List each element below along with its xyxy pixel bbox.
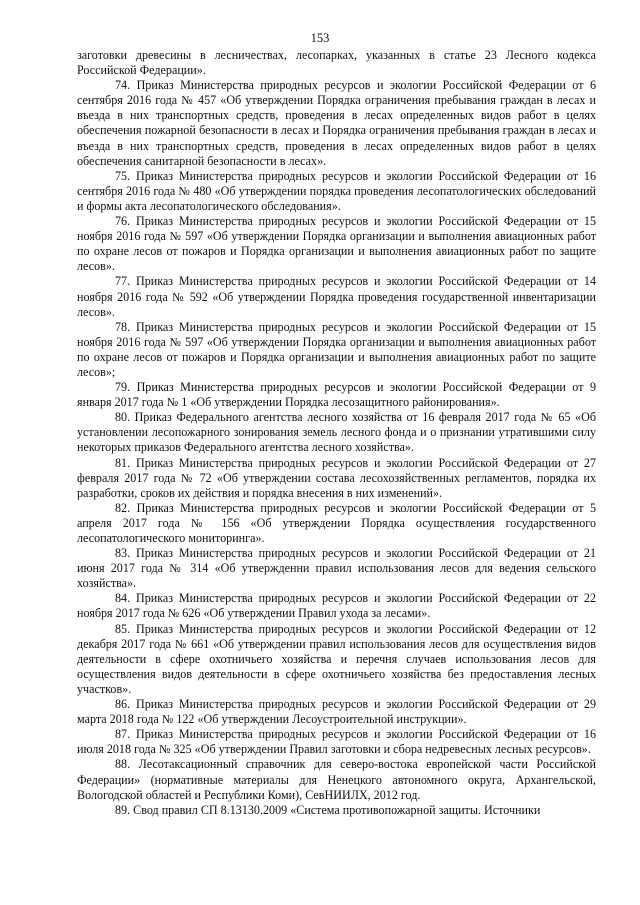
paragraph-continuation: заготовки древесины в лесничествах, лесопарках, указанных в статье 23 Лесного кодекса Российской Федерации». xyxy=(77,48,596,78)
paragraph-item-78: 78. Приказ Министерства природных ресурсов и экологии Российской Федерации от 15 ноября 2016 года № 597 «Об утверждении Порядка организации и выполнения авиационных работ по охране лесов от пожаров и Порядка организации и выполнения авиационных работ по защите лесов»; xyxy=(77,319,596,379)
paragraph-item-80: 80. Приказ Федерального агентства лесного хозяйства от 16 февраля 2017 года № 65 «Об установлении лесопожарного зонирования земель лесного фонда и о признании утратившими силу некоторых приказов Федерального агентства лесного хозяйства». xyxy=(77,410,596,455)
paragraph-item-82: 82. Приказ Министерства природных ресурсов и экологии Российской Федерации от 5 апреля 2017 года № 156 «Об утверждении Порядка осуществления государственного лесопатологического мониторинга». xyxy=(77,500,596,545)
paragraph-item-76: 76. Приказ Министерства природных ресурсов и экологии Российской Федерации от 15 ноября 2016 года № 597 «Об утверждении Порядка организации и выполнения авиационных работ по охране лесов от пожаров и Порядка организации и выполнения авиационных работ по защите лесов». xyxy=(77,214,596,274)
paragraph-item-75: 75. Приказ Министерства природных ресурсов и экологии Российской Федерации от 16 сентября 2016 года № 480 «Об утверждении порядка проведения лесопатологических обследований и формы акта лесопатологического обследования». xyxy=(77,168,596,213)
paragraph-item-87: 87. Приказ Министерства природных ресурсов и экологии Российской Федерации от 16 июля 2018 года № 325 «Об утверждении Правил заготовки и сбора недревесных лесных ресурсов». xyxy=(77,727,596,757)
page-number: 153 xyxy=(310,31,330,45)
paragraph-item-77: 77. Приказ Министерства природных ресурсов и экологии Российской Федерации от 14 ноября 2016 года № 592 «Об утверждении Порядка проведения государственной инвентаризации лесов». xyxy=(77,274,596,319)
paragraph-item-84: 84. Приказ Министерства природных ресурсов и экологии Российской Федерации от 22 ноября 2017 года № 626 «Об утверждении Правил ухода за лесами». xyxy=(77,591,596,621)
paragraph-item-88: 88. Лесотаксационный справочник для северо-востока европейской части Российской Федерации» (нормативные материалы для Ненецкого автономного округа, Архангельской, Вологодской областей и Республики Коми), СевНИИЛХ, 2012 год. xyxy=(77,757,596,802)
paragraph-item-79: 79. Приказ Министерства природных ресурсов и экологии Российской Федерации от 9 января 2017 года № 1 «Об утверждении Порядка лесозащитного районирования». xyxy=(77,380,596,410)
document-body xyxy=(77,48,596,818)
paragraph-item-74: 74. Приказ Министерства природных ресурсов и экологии Российской Федерации от 6 сентября 2016 года № 457 «Об утверждении Порядка ограничения пребывания граждан в лесах и въезда в них транспортных средств, проведения в лесах определенных видов работ в целях обеспечения пожарной безопасности в лесах и Порядка ограничения пребывания граждан в лесах и въезда в них транспортных средств, проведения в лесах определенных видов работ в целях обеспечения санитарной безопасности в лесах». xyxy=(77,78,596,168)
paragraph-item-85: 85. Приказ Министерства природных ресурсов и экологии Российской Федерации от 12 декабря 2017 года № 661 «Об утверждении правил использования лесов для осуществления видов деятельности в сфере охотничьего хозяйства и перечня случаев использования лесов для осуществления видов деятельности в сфере охотничьего хозяйства без предоставления лесных участков». xyxy=(77,621,596,696)
paragraph-item-89: 89. Свод правил СП 8.13130.2009 «Система противопожарной защиты. Источники xyxy=(115,802,541,817)
paragraph-item-83: 83. Приказ Министерства природных ресурсов и экологии Российской Федерации от 21 июня 2017 года № 314 «Об утвержденни правил использования лесов для ведения сельского хозяйства». xyxy=(77,546,596,591)
paragraph-item-81: 81. Приказ Министерства природных ресурсов и экологии Российской Федерации от 27 февраля 2017 года № 72 «Об утверждении состава лесохозяйственных регламентов, порядка их разработки, сроков их действия и порядка внесения в них изменений». xyxy=(77,455,596,500)
paragraph-item-86: 86. Приказ Министерства природных ресурсов и экологии Российской Федерации от 29 марта 2018 года № 122 «Об утверждении Лесоустроительной инструкции». xyxy=(77,697,596,727)
